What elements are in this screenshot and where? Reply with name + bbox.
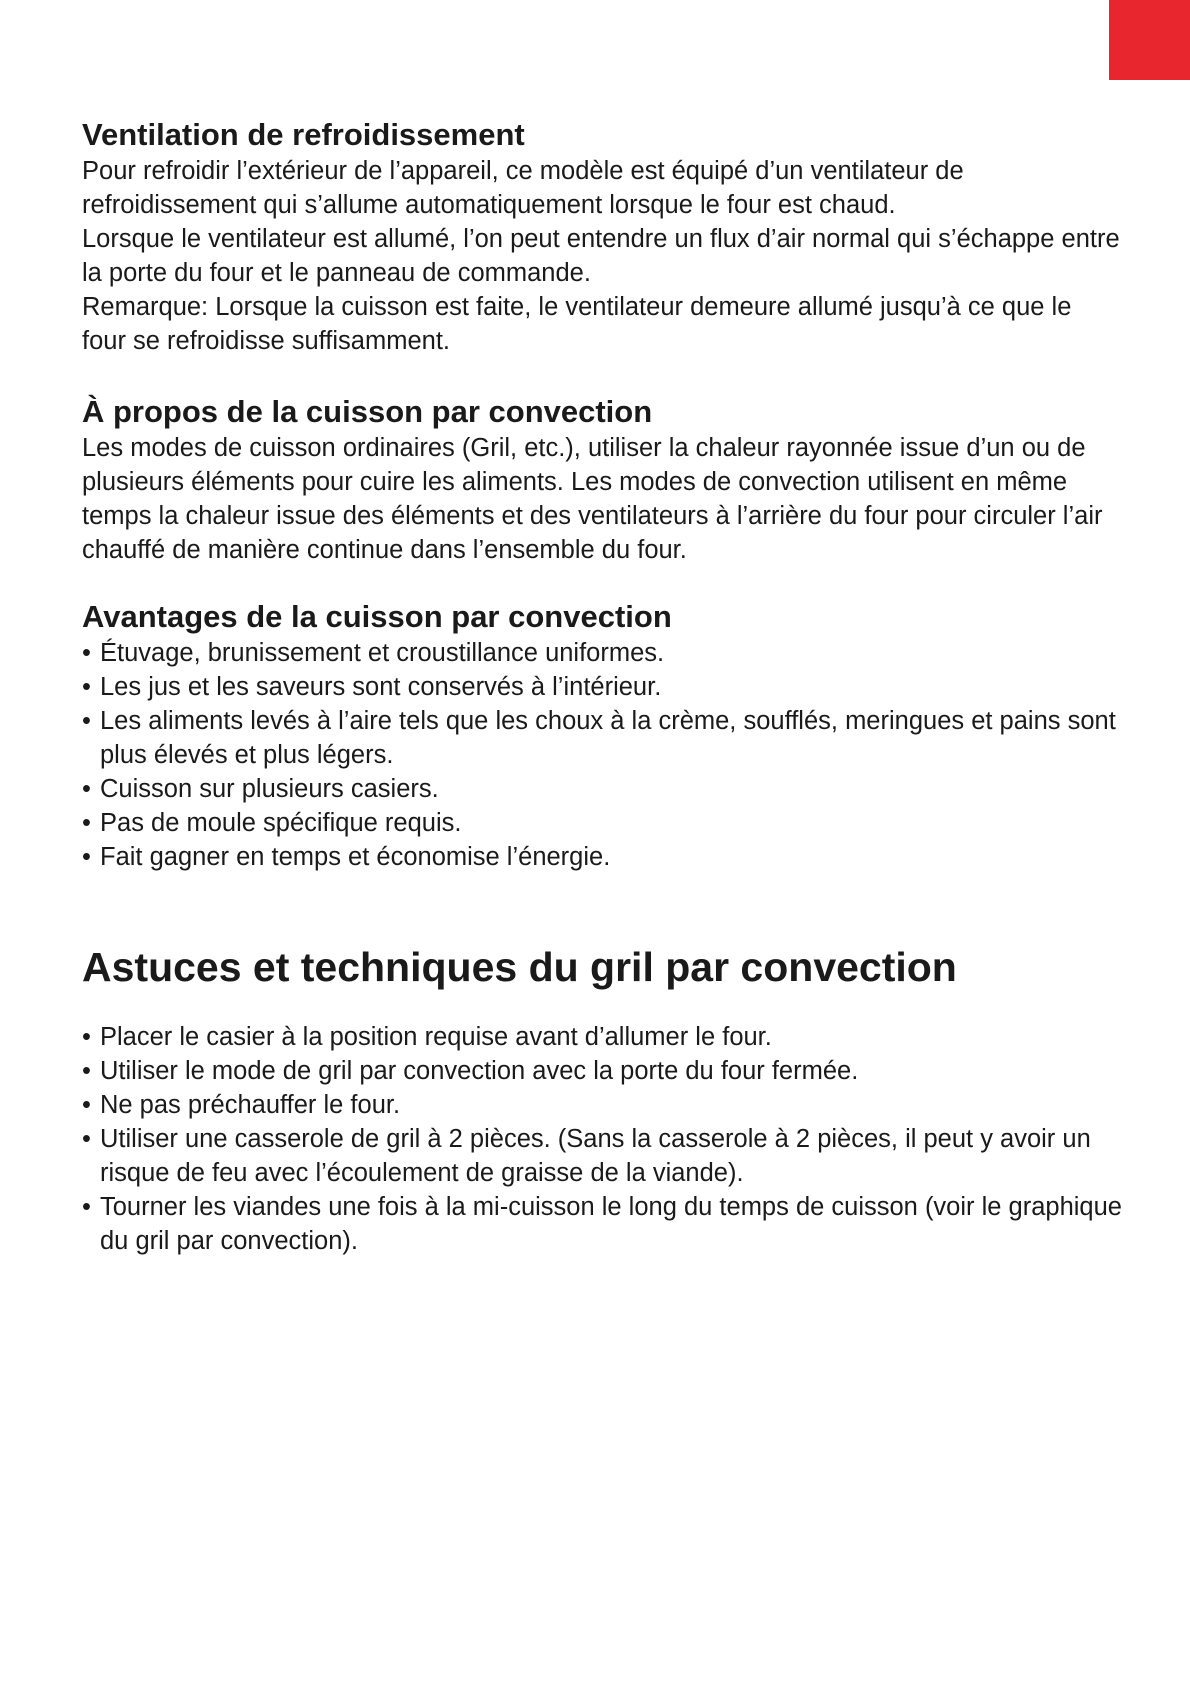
list-item: • Les aliments levés à l’aire tels que les choux à la crème, soufflés, meringues et pains sont plus élevés et plus légers. — [82, 704, 1122, 772]
list-item: • Placer le casier à la position requise avant d’allumer le four. — [82, 1020, 1122, 1054]
list-item: • Fait gagner en temps et économise l’énergie. — [82, 840, 1122, 874]
tips-list — [82, 1020, 1122, 1258]
section-tips — [82, 942, 1122, 1258]
paragraph: Les modes de cuisson ordinaires (Gril, etc.), utiliser la chaleur rayonnée issue d’un ou de plusieurs éléments pour cuire les aliments. Les modes de convection utilisent en même temps la chaleur issue des éléments et des ventilateurs à l’arrière du four pour circuler l’air chauffé de manière continue dans l’ensemble du four. — [82, 434, 1103, 564]
list-item: • Tourner les viandes une fois à la mi-cuisson le long du temps de cuisson (voir le graphique du gril par convection). — [82, 1190, 1122, 1258]
list-item: • Étuvage, brunissement et croustillance uniformes. — [82, 636, 1122, 670]
list-item: • Les jus et les saveurs sont conservés à l’intérieur. — [82, 670, 1122, 704]
page-content — [82, 116, 1122, 1258]
red-corner-tab — [1109, 0, 1190, 80]
section-title: À propos de la cuisson par convection — [82, 394, 653, 429]
section-convection-benefits — [82, 598, 1122, 874]
paragraph: Lorsque le ventilateur est allumé, l’on peut entendre un flux d’air normal qui s’échappe entre la porte du four et le panneau de commande. — [82, 225, 1120, 287]
list-item: • Pas de moule spécifique requis. — [82, 806, 1122, 840]
tips-title: Astuces et techniques du gril par convection — [82, 944, 957, 990]
list-item: • Ne pas préchauffer le four. — [82, 1088, 1122, 1122]
section-title: Avantages de la cuisson par convection — [82, 599, 672, 634]
paragraph: Pour refroidir l’extérieur de l’appareil, ce modèle est équipé d’un ventilateur de refroidissement qui s’allume automatiquement lorsque le four est chaud. — [82, 157, 964, 219]
list-item: • Cuisson sur plusieurs casiers. — [82, 772, 1122, 806]
section-about-convection — [82, 393, 1122, 567]
section-title: Ventilation de refroidissement — [82, 117, 525, 152]
list-item: • Utiliser le mode de gril par convection avec la porte du four fermée. — [82, 1054, 1122, 1088]
benefits-list — [82, 636, 1122, 874]
paragraph: Remarque: Lorsque la cuisson est faite, le ventilateur demeure allumé jusqu’à ce que le four se refroidisse suffisamment. — [82, 293, 1072, 355]
list-item: • Utiliser une casserole de gril à 2 pièces. (Sans la casserole à 2 pièces, il peut y avoir un risque de feu avec l’écoulement de graisse de la viande). — [82, 1122, 1122, 1190]
section-cooling-fan — [82, 116, 1122, 358]
